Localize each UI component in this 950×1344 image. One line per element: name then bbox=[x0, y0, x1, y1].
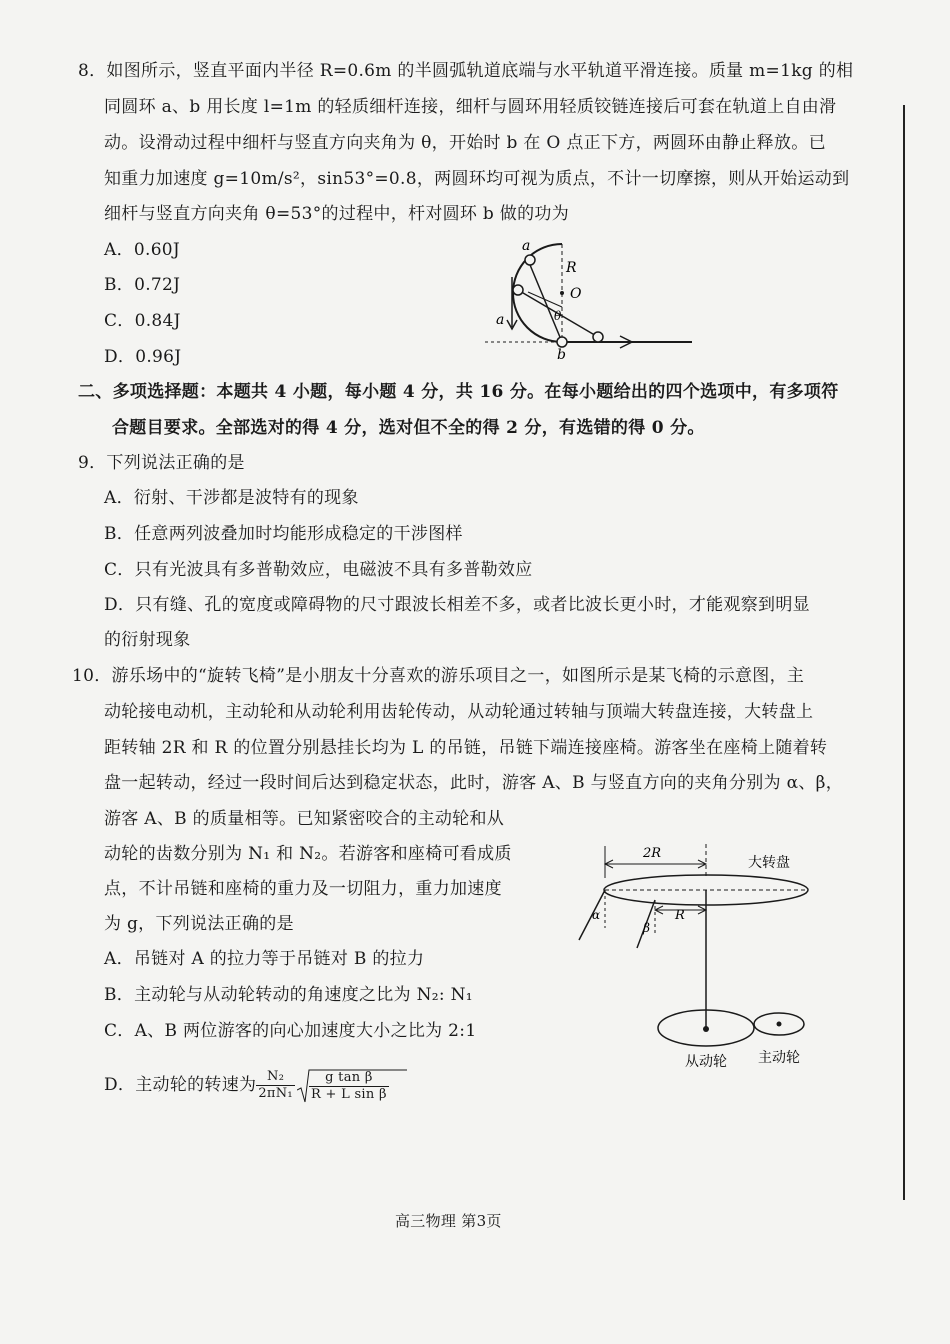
ring-b bbox=[557, 337, 567, 347]
q8-line-1: 8．如图所示，竖直平面内半径 R=0.6m 的半圆弧轨道底端与水平轨道平滑连接。质量 m=1kg 的相 bbox=[78, 61, 854, 81]
q10-option-a: A．吊链对 A 的拉力等于吊链对 B 的拉力 bbox=[104, 949, 425, 969]
q10-option-b: B．主动轮与从动轮转动的角速度之比为 N₂: N₁ bbox=[104, 985, 473, 1005]
q10-line-8: 为 g，下列说法正确的是 bbox=[104, 914, 294, 934]
q8-option-d: D．0.96J bbox=[104, 347, 182, 367]
label-theta: θ bbox=[554, 309, 562, 323]
q9-option-d-cont: 的衍射现象 bbox=[104, 630, 191, 650]
q10-line-1: 10．游乐场中的“旋转飞椅”是小朋友十分喜欢的游乐项目之一，如图所示是某飞椅的示意图，主 bbox=[72, 666, 805, 686]
q10-line-5: 游客 A、B 的质量相等。已知紧密咬合的主动轮和从 bbox=[104, 809, 505, 829]
right-margin-rule bbox=[903, 105, 905, 1200]
ring-a bbox=[525, 255, 535, 265]
q10-line-2: 动轮接电动机，主动轮和从动轮利用齿轮传动，从动轮通过转轴与顶端大转盘连接，大转盘上 bbox=[104, 702, 814, 722]
label-R: R bbox=[566, 260, 577, 276]
label-alpha: α bbox=[592, 908, 601, 922]
q9-option-d: D．只有缝、孔的宽度或障碍物的尺寸跟波长相差不多，或者比波长更小时，才能观察到明显 bbox=[104, 595, 810, 615]
q10-option-c: C．A、B 两位游客的向心加速度大小之比为 2:1 bbox=[104, 1021, 477, 1041]
q9-stem: 9．下列说法正确的是 bbox=[78, 453, 245, 473]
q9-option-b: B．任意两列波叠加时均能形成稳定的干涉图样 bbox=[104, 524, 463, 544]
q8-line-2: 同圆环 a、b 用长度 l=1m 的轻质细杆连接，细杆与圆环用轻质铰链连接后可套在轨道上自由滑 bbox=[104, 97, 837, 117]
label-turntable: 大转盘 bbox=[748, 855, 790, 871]
label-a-left: a bbox=[496, 312, 505, 328]
q10-figure bbox=[565, 840, 825, 1080]
q8-option-b: B．0.72J bbox=[104, 275, 181, 295]
q8-line-3: 动。设滑动过程中细杆与竖直方向夹角为 θ，开始时 b 在 O 点正下方，两圆环由静止释放。已 bbox=[104, 133, 826, 153]
q10-line-7: 点，不计吊链和座椅的重力及一切阻力，重力加速度 bbox=[104, 879, 502, 899]
sqrt-expression: $\frac{\text{g tan β}}{\text{R + L sin β}}$ bbox=[297, 1068, 389, 1103]
label-a: a bbox=[522, 238, 531, 254]
q10-option-d-prefix: D．主动轮的转速为 bbox=[104, 1075, 257, 1095]
q10-line-6: 动轮的齿数分别为 N₁ 和 N₂。若游客和座椅可看成质 bbox=[104, 844, 512, 864]
center-o bbox=[560, 291, 564, 295]
label-O: O bbox=[570, 286, 582, 302]
label-driven: 从动轮 bbox=[685, 1054, 727, 1070]
q8-figure bbox=[470, 232, 710, 362]
section2-line-1: 二、多项选择题：本题共 4 小题，每小题 4 分，共 16 分。在每小题给出的四个选项中，有多项符 bbox=[78, 382, 839, 402]
label-b: b bbox=[557, 347, 566, 362]
q10-line-3: 距转轴 2R 和 R 的位置分别悬挂长均为 L 的吊链，吊链下端连接座椅。游客坐在座椅上随着转 bbox=[104, 738, 828, 758]
fraction-n2-over-2pin1: $\frac{\text{N₂}}{\text{2πN₁}}$ bbox=[258, 1069, 293, 1101]
q8-line-5: 细杆与竖直方向夹角 θ=53°的过程中，杆对圆环 b 做的功为 bbox=[104, 204, 570, 224]
section2-line-2: 合题目要求。全部选对的得 4 分，选对但不全的得 2 分，有选错的得 0 分。 bbox=[112, 418, 705, 438]
q9-option-c: C．只有光波具有多普勒效应，电磁波不具有多普勒效应 bbox=[104, 560, 533, 580]
rod-initial bbox=[528, 260, 562, 342]
ring-a-final bbox=[513, 285, 523, 295]
q8-line-4: 知重力加速度 g=10m/s²，sin53°=0.8，两圆环均可视为质点，不计一切摩擦，则从开始运动到 bbox=[104, 169, 850, 189]
page-footer: 高三物理 第3页 bbox=[395, 1212, 502, 1230]
label-driver: 主动轮 bbox=[758, 1050, 800, 1066]
label-R: R bbox=[675, 908, 685, 923]
label-2R: 2R bbox=[643, 846, 662, 861]
q9-option-a: A．衍射、干涉都是波特有的现象 bbox=[104, 488, 359, 508]
q8-option-c: C．0.84J bbox=[104, 311, 181, 331]
label-beta: β bbox=[643, 921, 650, 935]
ring-b-final bbox=[593, 332, 603, 342]
q10-line-4: 盘一起转动，经过一段时间后达到稳定状态，此时，游客 A、B 与竖直方向的夹角分别为 α、β， bbox=[104, 773, 844, 793]
q10-option-d bbox=[104, 1068, 389, 1103]
q8-option-a: A．0.60J bbox=[104, 240, 181, 260]
